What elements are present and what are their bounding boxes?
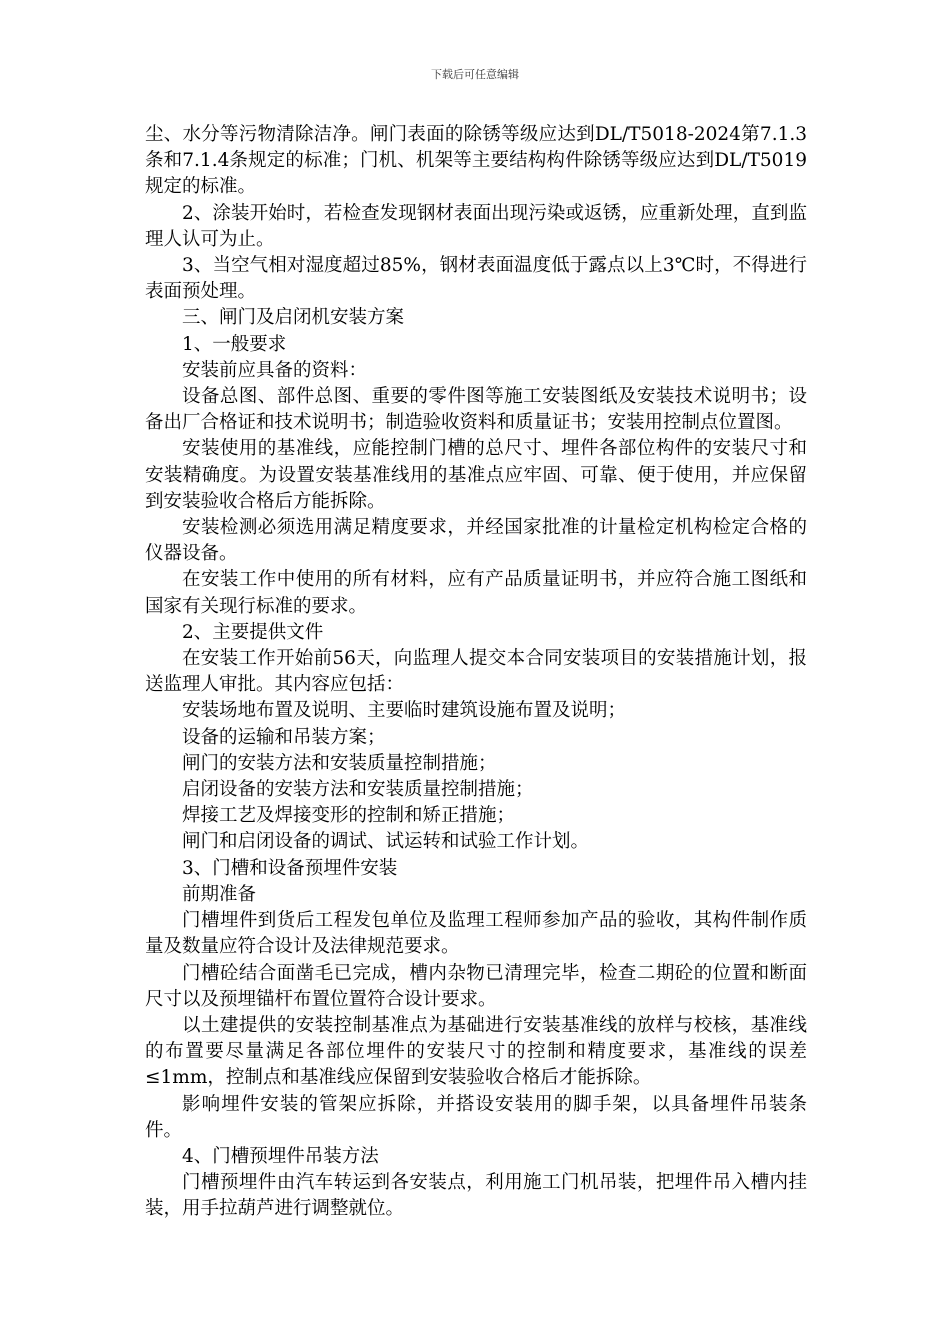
- paragraph: 安装检测必须选用满足精度要求，并经国家批准的计量检定机构检定合格的仪器设备。: [145, 517, 807, 565]
- paragraph: 闸门和启闭设备的调试、试运转和试验工作计划。: [182, 831, 590, 853]
- paragraph: 安装场地布置及说明、主要临时建筑设施布置及说明；: [182, 700, 627, 722]
- paragraph: 门槽砼结合面凿毛已完成，槽内杂物已清理完毕，检查二期砼的位置和断面尺寸以及预埋锚杆布置位置符合设计要求。: [145, 962, 807, 1010]
- paragraph: 门槽预埋件由汽车转运到各安装点，利用施工门机吊装，把埋件吊入槽内挂装，用手拉葫芦进行调整就位。: [145, 1172, 807, 1220]
- paragraph: 在安装工作开始前56天，向监理人提交本合同安装项目的安装措施计划，报送监理人审批。其内容应包括：: [145, 648, 807, 696]
- paragraph: 启闭设备的安装方法和安装质量控制措施；: [182, 779, 534, 801]
- page-header: 下载后可任意编辑: [431, 68, 519, 81]
- paragraph: 3、当空气相对湿度超过85%，钢材表面温度低于露点以上3℃时，不得进行表面预处理。: [145, 255, 807, 303]
- paragraph: 前期准备: [182, 883, 257, 905]
- paragraph: 4、门槽预埋件吊装方法: [182, 1145, 379, 1167]
- paragraph: 1、一般要求: [182, 333, 287, 355]
- paragraph: 以土建提供的安装控制基准点为基础进行安装基准线的放样与校核，基准线的布置要尽量满足各部位埋件的安装尺寸的控制和精度要求，基准线的误差≤1mm，控制点和基准线应保留到安装验收合格后才能拆除。: [145, 1014, 807, 1089]
- paragraph: 3、门槽和设备预埋件安装: [182, 857, 398, 879]
- paragraph: 三、闸门及启闭机安装方案: [182, 307, 405, 329]
- paragraph: 2、主要提供文件: [182, 621, 324, 643]
- document-body: [145, 122, 807, 1223]
- paragraph: 影响埋件安装的管架应拆除，并搭设安装用的脚手架，以具备埋件吊装条件。: [145, 1093, 807, 1141]
- paragraph: 设备总图、部件总图、重要的零件图等施工安装图纸及安装技术说明书；设备出厂合格证和技术说明书；制造验收资料和质量证书；安装用控制点位置图。: [145, 386, 807, 434]
- paragraph: 在安装工作中使用的所有材料，应有产品质量证明书，并应符合施工图纸和国家有关现行标准的要求。: [145, 569, 807, 617]
- paragraph: 安装使用的基准线，应能控制门槽的总尺寸、埋件各部位构件的安装尺寸和安装精确度。为设置安装基准线用的基准点应牢固、可靠、便于使用，并应保留到安装验收合格后方能拆除。: [145, 438, 807, 512]
- paragraph: 2、涂装开始时，若检查发现钢材表面出现污染或返锈，应重新处理，直到监理人认可为止。: [145, 202, 807, 250]
- paragraph: 闸门的安装方法和安装质量控制措施；: [182, 752, 497, 774]
- paragraph: 焊接工艺及焊接变形的控制和矫正措施；: [182, 805, 516, 827]
- paragraph: 安装前应具备的资料：: [182, 359, 368, 381]
- paragraph: 门槽埋件到货后工程发包单位及监理工程师参加产品的验收，其构件制作质量及数量应符合设计及法律规范要求。: [145, 910, 807, 958]
- paragraph: 设备的运输和吊装方案；: [182, 726, 386, 748]
- paragraph: 尘、水分等污物清除洁净。闸门表面的除锈等级应达到DL/T5018-2024第7.1.3条和7.1.4条规定的标准；门机、机架等主要结构构件除锈等级应达到DL/T5019规定的标准。: [145, 124, 807, 198]
